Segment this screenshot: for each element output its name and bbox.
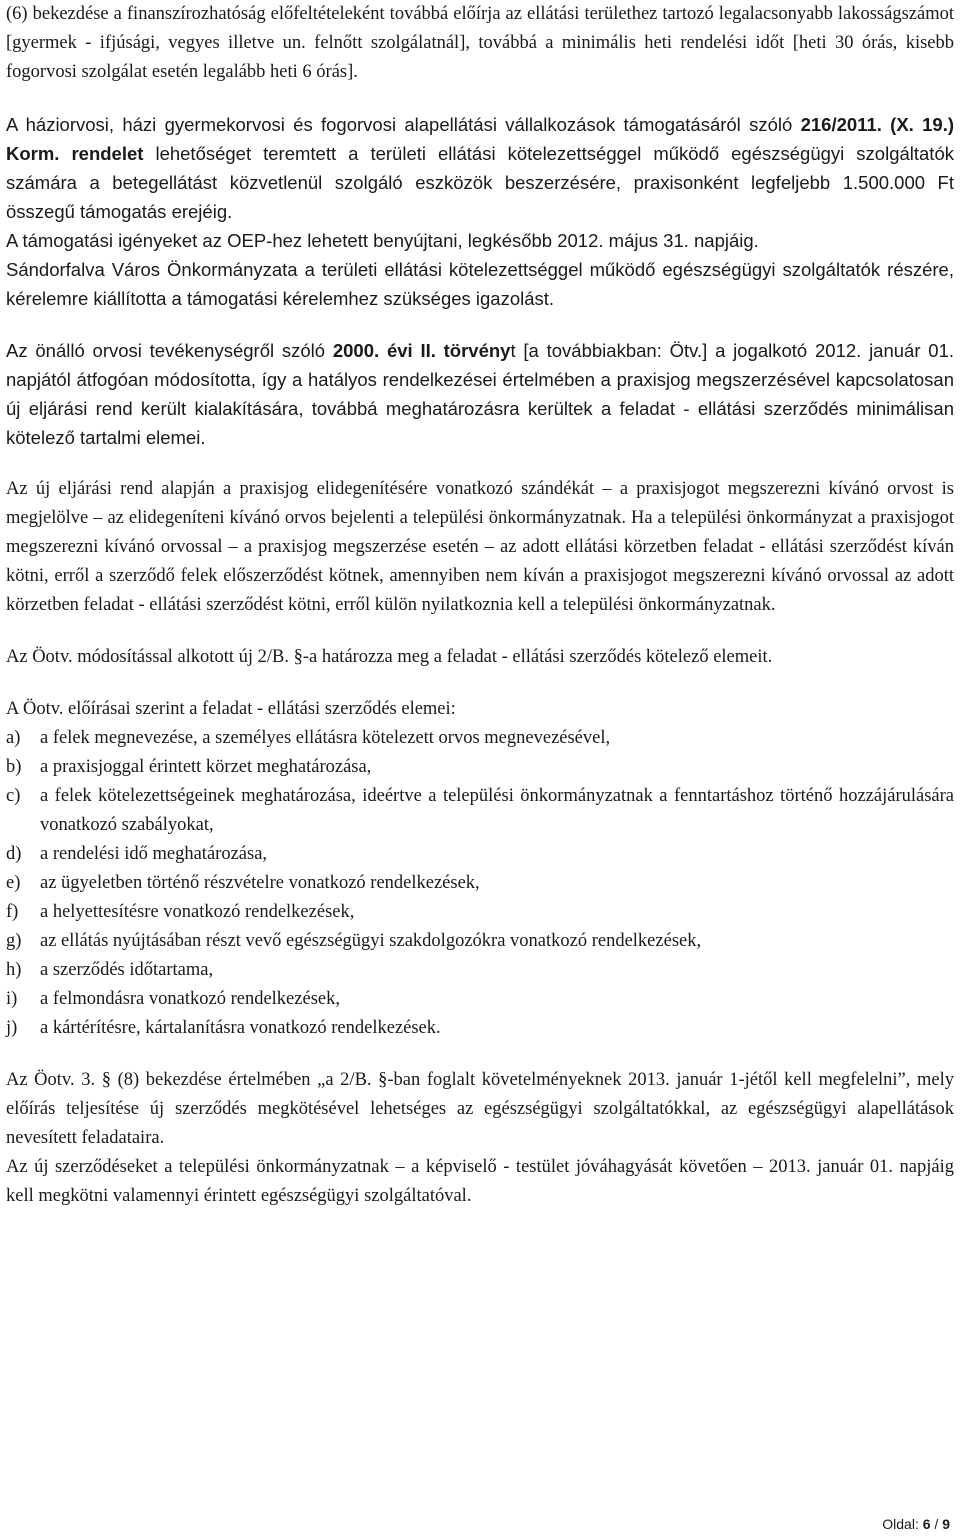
list-letter: b) bbox=[6, 757, 22, 777]
paragraph-new-procedure: Az új eljárási rend alapján a praxisjog elidegenítésére vonatkozó szándékát – a praxisjogot megszerezni kívánó orvost is megjelölve – az elidegeníteni kívánó orvos bejelenti a települési önkormányzatnak. Ha a települési önkormányzat a praxisjogot megszerezni kívánó orvossal – a praxisjog megszerzése esetén – az adott ellátási körzetben feladat - ellátási szerződést kíván kötni, erről a szerződő felek előszerződést kötnek, amennyiben nem kíván a praxisjogot megszerezni kívánó orvossal az adott körzetben feladat - ellátási szerződést kötni, erről külön nyilatkoznia kell a települési önkormányzatnak. bbox=[6, 479, 954, 615]
list-letter: a) bbox=[6, 728, 21, 748]
paragraph-law-amendment bbox=[6, 336, 954, 452]
list-text: a kártérítésre, kártalanításra vonatkozó rendelkezések. bbox=[40, 1018, 441, 1038]
page-label: Oldal: bbox=[882, 1516, 923, 1532]
paragraph-2b-section: Az Öotv. módosítással alkotott új 2/B. §-a határozza meg a feladat - ellátási szerződés kötelező elemeit. bbox=[6, 647, 773, 667]
list-item bbox=[6, 840, 954, 869]
paragraph-oep-deadline: A támogatási igényeket az OEP-hez lehetett benyújtani, legkésőbb 2012. május 31. napjáig. bbox=[6, 230, 759, 251]
list-letter: e) bbox=[6, 873, 21, 893]
list-item bbox=[6, 985, 954, 1014]
paragraph-financing: (6) bekezdése a finanszírozhatóság előfeltételeként továbbá előírja az ellátási területhez tartozó legalacsonyabb lakosságszámot [gyermek - ifjúsági, vegyes illetve un. felnőtt szolgálatnál], továbbá a minimális heti rendelési időt [heti 30 órás, kisebb fogorvosi szolgálat esetén legalább heti 6 órás]. bbox=[6, 4, 954, 82]
law-body: t [a továbbiakban: Ötv.] a jogalkotó 2012. január 01. napjától átfogóan módosította, így a hatályos rendelkezései értelmében a praxisjog megszerzésével kapcsolatosan új eljárási rend került kialakítására, továbbá meghatározásra kerültek a feladat - ellátási szerződés minimálisan kötelező tartalmi elemei. bbox=[6, 340, 954, 448]
list-letter: g) bbox=[6, 931, 22, 951]
list-letter: j) bbox=[6, 1018, 18, 1038]
list-item bbox=[6, 724, 954, 753]
document-page bbox=[6, 0, 954, 1211]
list-text: az ügyeletben történő részvételre vonatkozó rendelkezések, bbox=[40, 873, 480, 893]
list-letter: d) bbox=[6, 844, 22, 864]
contract-elements-list bbox=[6, 724, 954, 1043]
law-reference: 2000. évi II. törvény bbox=[332, 340, 511, 361]
list-item bbox=[6, 956, 954, 985]
paragraph-sandorfalva: Sándorfalva Város Önkormányzata a területi ellátási kötelezettséggel működő egészségügyi szolgáltatók részére, kérelemre kiállította a támogatási kérelemhez szükséges igazolást. bbox=[6, 259, 954, 309]
list-letter: h) bbox=[6, 960, 22, 980]
list-item bbox=[6, 753, 954, 782]
list-text: a felmondásra vonatkozó rendelkezések, bbox=[40, 989, 340, 1009]
page-footer bbox=[882, 1516, 950, 1532]
list-item bbox=[6, 927, 954, 956]
list-text: a felek megnevezése, a személyes ellátásra kötelezett orvos megnevezésével, bbox=[40, 728, 611, 748]
list-letter: c) bbox=[6, 786, 21, 806]
total-page-number: 9 bbox=[942, 1516, 950, 1532]
list-text: a helyettesítésre vonatkozó rendelkezések, bbox=[40, 902, 355, 922]
paragraph-support-decree bbox=[6, 110, 954, 226]
list-item bbox=[6, 898, 954, 927]
paragraph-new-contracts: Az új szerződéseket a települési önkormányzatnak – a képviselő - testület jóváhagyását követően – 2013. január 01. napjáig kell megkötni valamennyi érintett egészségügyi szolgáltatóval. bbox=[6, 1157, 954, 1206]
list-item bbox=[6, 1014, 954, 1043]
list-letter: f) bbox=[6, 902, 19, 922]
list-text: a felek kötelezettségeinek meghatározása, ideértve a települési önkormányzatnak a fenntartáshoz történő hozzájárulására vonatkozó szabályokat, bbox=[40, 786, 954, 835]
paragraph-elements-intro: A Öotv. előírásai szerint a feladat - ellátási szerződés elemei: bbox=[6, 699, 456, 719]
decree-body: lehetőséget teremtett a területi ellátási kötelezettséggel működő egészségügyi szolgáltatók számára a betegellátást közvetlenül szolgáló eszközök beszerzésére, praxisonként legfeljebb 1.500.000 Ft összegű támogatás erejéig. bbox=[6, 143, 954, 222]
current-page-number: 6 bbox=[922, 1516, 931, 1532]
list-text: a praxisjoggal érintett körzet meghatározása, bbox=[40, 757, 372, 777]
list-text: a szerződés időtartama, bbox=[40, 960, 214, 980]
decree-intro: A háziorvosi, házi gyermekorvosi és fogorvosi alapellátási vállalkozások támogatásáról szóló bbox=[6, 114, 801, 135]
law-intro: Az önálló orvosi tevékenységről szóló bbox=[6, 340, 333, 361]
list-item bbox=[6, 782, 954, 840]
list-text: az ellátás nyújtásában részt vevő egészségügyi szakdolgozókra vonatkozó rendelkezések, bbox=[40, 931, 702, 951]
list-text: a rendelési idő meghatározása, bbox=[40, 844, 268, 864]
list-item bbox=[6, 869, 954, 898]
decree-reference: 216/2011. (X. 19.) Korm. rendelet bbox=[6, 114, 954, 164]
paragraph-deadline-2013: Az Öotv. 3. § (8) bekezdése értelmében „a 2/B. §-ban foglalt követelményeknek 2013. január 1-jétől kell megfelelni”, mely előírás teljesítése új szerződés megkötésével lehetséges az egészségügyi szolgáltatókkal, az egészségügyi alapellátások nevesített feladataira. bbox=[6, 1070, 954, 1148]
list-letter: i) bbox=[6, 989, 18, 1009]
page-separator: / bbox=[930, 1516, 943, 1532]
